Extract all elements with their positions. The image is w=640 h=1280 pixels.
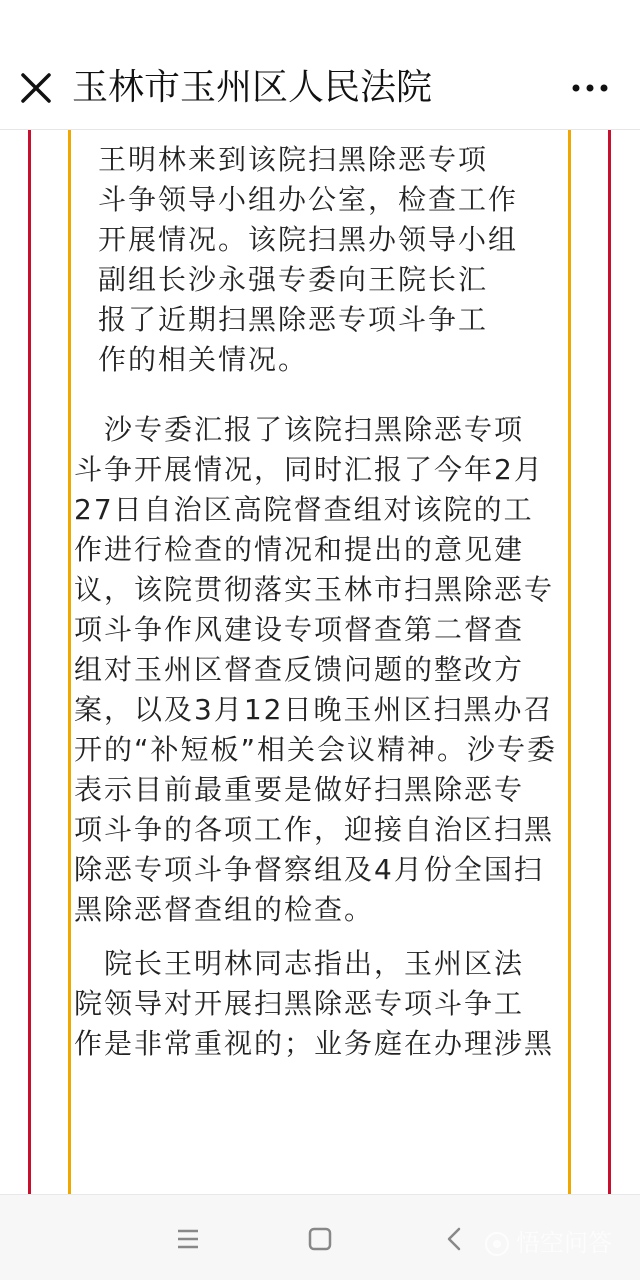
text-line: 议，该院贯彻落实玉林市扫黑除恶专 — [74, 573, 555, 606]
text-line: 报了近期扫黑除恶专项斗争工 — [98, 303, 489, 336]
chat-bubble-icon — [484, 1231, 510, 1257]
text-line: 斗争开展情况，同时汇报了今年2月 — [74, 453, 544, 486]
close-icon — [14, 66, 58, 110]
text-line: 王明林来到该院扫黑除恶专项 — [98, 143, 489, 176]
text-line: 开展情况。该院扫黑办领导小组 — [98, 223, 519, 256]
report-paragraph — [74, 410, 570, 930]
watermark — [484, 1228, 612, 1258]
text-line: 开的“补短板”相关会议精神。沙专委 — [74, 733, 558, 766]
text-line: 27日自治区高院督查组对该院的工 — [74, 493, 534, 526]
text-line: 组对玉州区督查反馈问题的整改方 — [74, 653, 525, 686]
president-paragraph — [74, 944, 570, 1064]
text-line: 项斗争的各项工作，迎接自治区扫黑 — [74, 813, 555, 846]
watermark-text: 悟空问答 — [516, 1229, 612, 1257]
intro-paragraph — [74, 140, 570, 380]
page-title: 玉林市玉州区人民法院 — [72, 67, 433, 108]
text-line: 除恶专项斗争督察组及4月份全国扫 — [74, 853, 544, 886]
more-button[interactable] — [566, 66, 614, 110]
article-body — [74, 140, 570, 1064]
home-button[interactable] — [300, 1219, 340, 1259]
right-red-border — [608, 130, 611, 1194]
left-gold-border — [68, 130, 71, 1194]
left-red-border — [28, 130, 31, 1194]
text-line: 项斗争作风建设专项督查第二督查 — [74, 613, 525, 646]
text-line: 院领导对开展扫黑除恶专项斗争工 — [74, 987, 525, 1020]
close-button[interactable] — [14, 66, 58, 110]
text-line: 黑除恶督查组的检查。 — [74, 893, 375, 926]
text-line: 院长王明林同志指出，玉州区法 — [74, 947, 525, 980]
text-line: 副组长沙永强专委向王院长汇 — [98, 263, 489, 296]
back-button[interactable] — [434, 1219, 474, 1259]
text-line: 作进行检查的情况和提出的意见建 — [74, 533, 525, 566]
more-icon — [566, 66, 614, 110]
app-header — [0, 0, 640, 130]
back-icon — [434, 1219, 474, 1259]
menu-button[interactable] — [168, 1219, 208, 1259]
menu-icon — [168, 1219, 208, 1259]
text-line: 斗争领导小组办公室，检查工作 — [98, 183, 519, 216]
text-line: 作是非常重视的；业务庭在办理涉黑 — [74, 1027, 555, 1060]
text-line: 作的相关情况。 — [98, 343, 309, 376]
text-line: 沙专委汇报了该院扫黑除恶专项 — [74, 413, 525, 446]
text-line: 表示目前最重要是做好扫黑除恶专 — [74, 773, 525, 806]
home-icon — [300, 1219, 340, 1259]
text-line: 案，以及3月12日晚玉州区扫黑办召 — [74, 693, 554, 726]
article-content[interactable] — [0, 130, 640, 1194]
